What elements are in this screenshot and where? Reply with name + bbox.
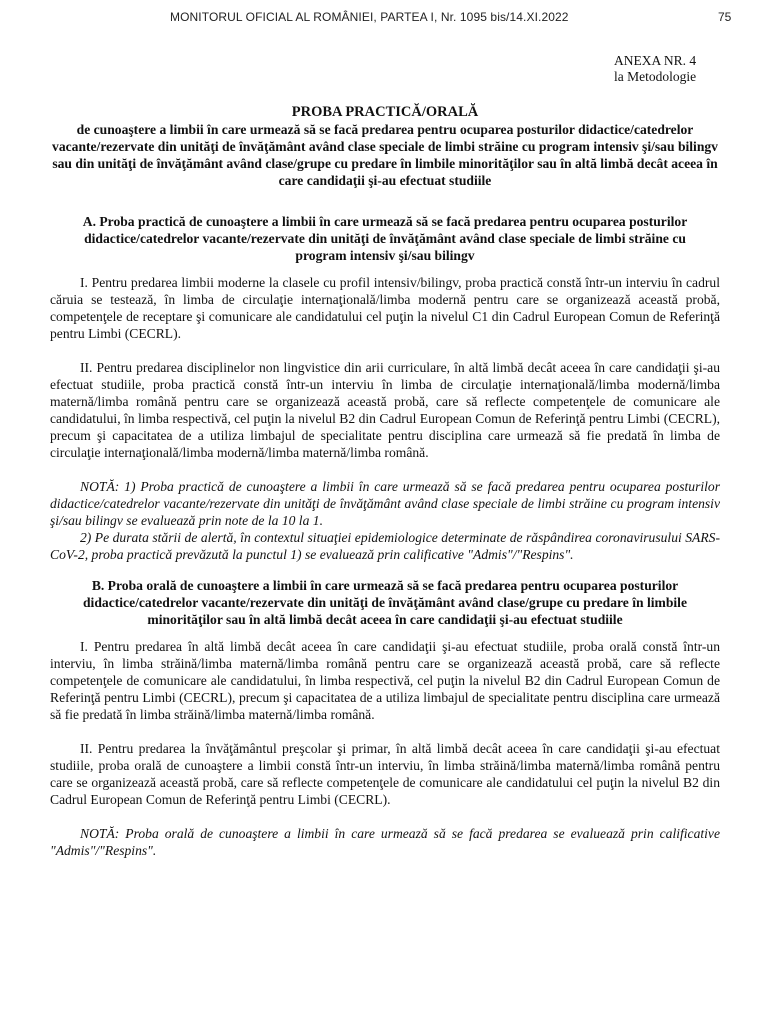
section-a-note — [50, 478, 720, 563]
annex-reference: la Metodologie — [614, 69, 697, 84]
section-a-note-2: 2) Pe durata stării de alertă, în contextul situaţiei epidemiologice determinate de răspândirea coronavirusului SARS-CoV-2, proba practică prevăzută la punctul 1) se evaluează prin calificative "Admis"/"Respins". — [50, 530, 720, 562]
annex-label — [614, 53, 696, 85]
document-body — [50, 104, 720, 859]
main-heading: PROBA PRACTICĂ/ORALĂ — [291, 104, 479, 120]
section-a-note-1: NOTĂ: 1) Proba practică de cunoaştere a limbii în care urmează să se facă predarea pentru ocuparea posturilor didactice/catedrelor vacante/rezervate din unităţi de învăţământ având clase speciale de limbi străine cu program intensiv şi/sau bilingv se evaluează prin note de la 10 la 1. — [50, 479, 720, 528]
section-a-title: A. Proba practică de cunoaştere a limbii în care urmează să se facă predarea pentru ocuparea posturilor didactice/catedrelor vacante/rezervate din unităţi de învăţământ având clase speciale de limbi străine cu program intensiv şi/sau bilingv — [82, 214, 688, 263]
section-a-paragraph-2: II. Pentru predarea disciplinelor non lingvistice din arii curriculare, în altă limbă decât aceea în care candidaţii şi-au efectuat studiile, proba practică constă într-un interviu în limba de circulaţie internaţională/limba modernă/limba maternă/limba română pentru care se organizează această probă, care să reflecte competenţele de comunicare ale candidatului, în limba respectivă, cel puţin la nivelul B2 din Cadrul European Comun de Referinţă pentru Limbi (CECRL), precum şi capacitatea de a utiliza limbajul de specialitate pentru disciplina care urmează să fie predată în limba de circulaţie internaţională/limba modernă/limba maternă/limba română. — [50, 360, 720, 460]
section-b-paragraph-2: II. Pentru predarea la învăţământul preşcolar şi primar, în altă limbă decât aceea în care candidaţii şi-au efectuat studiile, proba orală de cunoaştere a limbii constă într-un interviu, în limba străină/limba maternă/limba română pentru care se organizează această probă, care să reflecte competenţele de comunicare ale candidatului cel puţin la nivelul B2 din Cadrul European Comun de Referinţă pentru Limbi (CECRL). — [50, 741, 720, 807]
main-title-block — [50, 104, 720, 189]
section-b-note — [50, 825, 720, 859]
section-a-paragraph-1: I. Pentru predarea limbii moderne la clasele cu profil intensiv/bilingv, proba practică constă într-un interviu în cadrul căruia se testează, în limba de circulaţie internaţională/limba modernă pentru care se organizează această probă, competenţele de receptare şi comunicare ale candidatului cel puţin la nivelul C1 din Cadrul European Comun de Referinţă pentru Limbi (CECRL). — [50, 275, 720, 341]
section-b-paragraph-1: I. Pentru predarea în altă limbă decât aceea în care candidaţii şi-au efectuat studiile, proba orală constă într-un interviu, în limba străină/limba maternă/limba română pentru care se organizează această probă, care să reflecte competenţele de comunicare ale candidatului, în limba respectivă, cel puţin la nivelul B2 din Cadrul European Comun de Referinţă pentru Limbi (CECRL), precum şi capacitatea de a utiliza limbajul de specialitate pentru disciplina care urmează să fie predată în limba străină/limba maternă/limba română. — [50, 639, 720, 722]
page-number: 75 — [718, 10, 732, 24]
publication-title: MONITORUL OFICIAL AL ROMÂNIEI, PARTEA I, Nr. 1095 bis/14.XI.2022 — [170, 10, 569, 24]
section-b-note-text: NOTĂ: Proba orală de cunoaştere a limbii în care urmează să se facă predarea se evaluează prin calificative "Admis"/"Respins". — [50, 826, 720, 858]
main-subtitle: de cunoaştere a limbii în care urmează să se facă predarea pentru ocuparea posturilor didactice/catedrelor vacante/rezervate din unităţi de învăţământ având clase speciale de limbi străine cu program intensiv şi/sau bilingv sau din unităţi de învăţământ având clase/grupe cu predare în limbile minorităţilor sau în altă limbă decât aceea în care candidaţii şi-au efectuat studiile — [52, 122, 718, 188]
annex-number: ANEXA NR. 4 — [614, 53, 697, 68]
section-b-title: B. Proba orală de cunoaştere a limbii în care urmează să se facă predarea pentru ocuparea posturilor didactice/catedrelor vacante/rezervate din unităţi de învăţământ având clase/grupe cu predare în limbile minorităţilor sau în altă limbă decât aceea în care candidaţii şi-au efectuat studiile — [83, 578, 687, 627]
